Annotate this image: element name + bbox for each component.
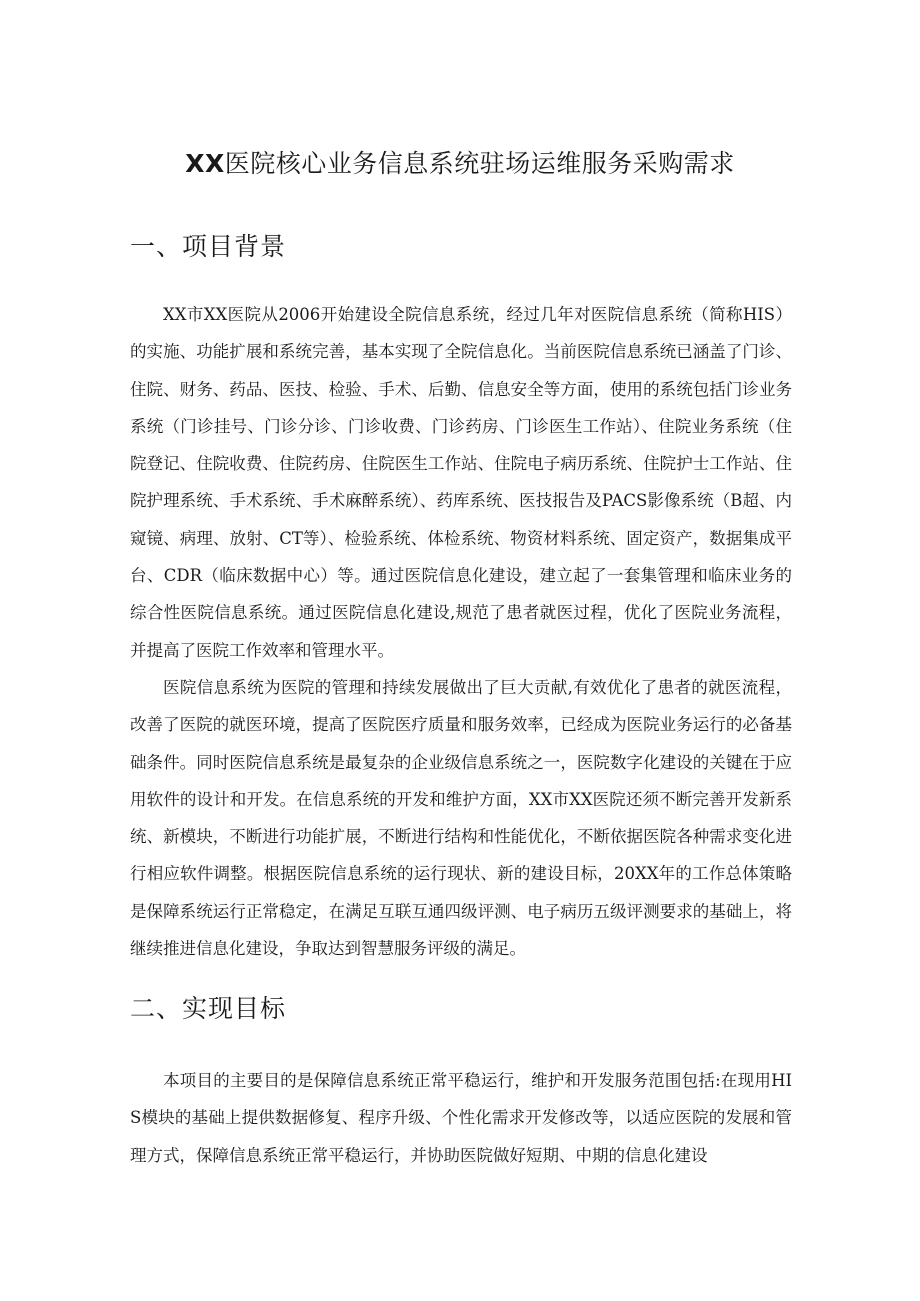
title-prefix: XX [185,149,225,178]
section-goals-body [130,1062,792,1174]
section-background-body [130,296,792,967]
section-heading-background: 一、项目背景 [130,232,287,261]
paragraph: 本项目的主要目的是保障信息系统正常平稳运行，维护和开发服务范围包括:在现用HIS模块的基础上提供数据修复、程序升级、个性化需求开发修改等，以适应医院的发展和管理方式，保障信息系统正常平稳运行，并协助医院做好短期、中期的信息化建设 [130,1071,792,1165]
section-heading-goals: 二、实现目标 [130,994,287,1023]
document-title [0,146,920,182]
title-text: 医院核心业务信息系统驻场运维服务采购需求 [224,149,735,178]
paragraph: 医院信息系统为医院的管理和持续发展做出了巨大贡献,有效优化了患者的就医流程，改善了医院的就医环境，提高了医院医疗质量和服务效率，已经成为医院业务运行的必备基础条件。同时医院信息系统是最复杂的企业级信息系统之一，医院数字化建设的关键在于应用软件的设计和开发。在信息系统的开发和维护方面，XX市XX医院还须不断完善开发新系统、新模块，不断进行功能扩展，不断进行结构和性能优化，不断依据医院各种需求变化进行相应软件调整。根据医院信息系统的运行现状、新的建设目标，20XX年的工作总体策略是保障系统运行正常稳定，在满足互联互通四级评测、电子病历五级评测要求的基础上，将继续推进信息化建设，争取达到智慧服务评级的满足。 [130,677,792,959]
paragraph: XX市XX医院从2006开始建设全院信息系统，经过几年对医院信息系统（简称HIS）的实施、功能扩展和系统完善，基本实现了全院信息化。当前医院信息系统已涵盖了门诊、住院、财务、药品、医技、检验、手术、后勤、信息安全等方面，使用的系统包括门诊业务系统（门诊挂号、门诊分诊、门诊收费、门诊药房、门诊医生工作站）、住院业务系统（住院登记、住院收费、住院药房、住院医生工作站、住院电子病历系统、住院护士工作站、住院护理系统、手术系统、手术麻醉系统）、药库系统、医技报告及PACS影像系统（B超、内窥镜、病理、放射、CT等）、检验系统、体检系统、物资材料系统、固定资产，数据集成平台、CDR（临床数据中心）等。通过医院信息化建设，建立起了一套集管理和临床业务的综合性医院信息系统。通过医院信息化建设,规范了患者就医过程，优化了医院业务流程，并提高了医院工作效率和管理水平。 [130,305,792,660]
